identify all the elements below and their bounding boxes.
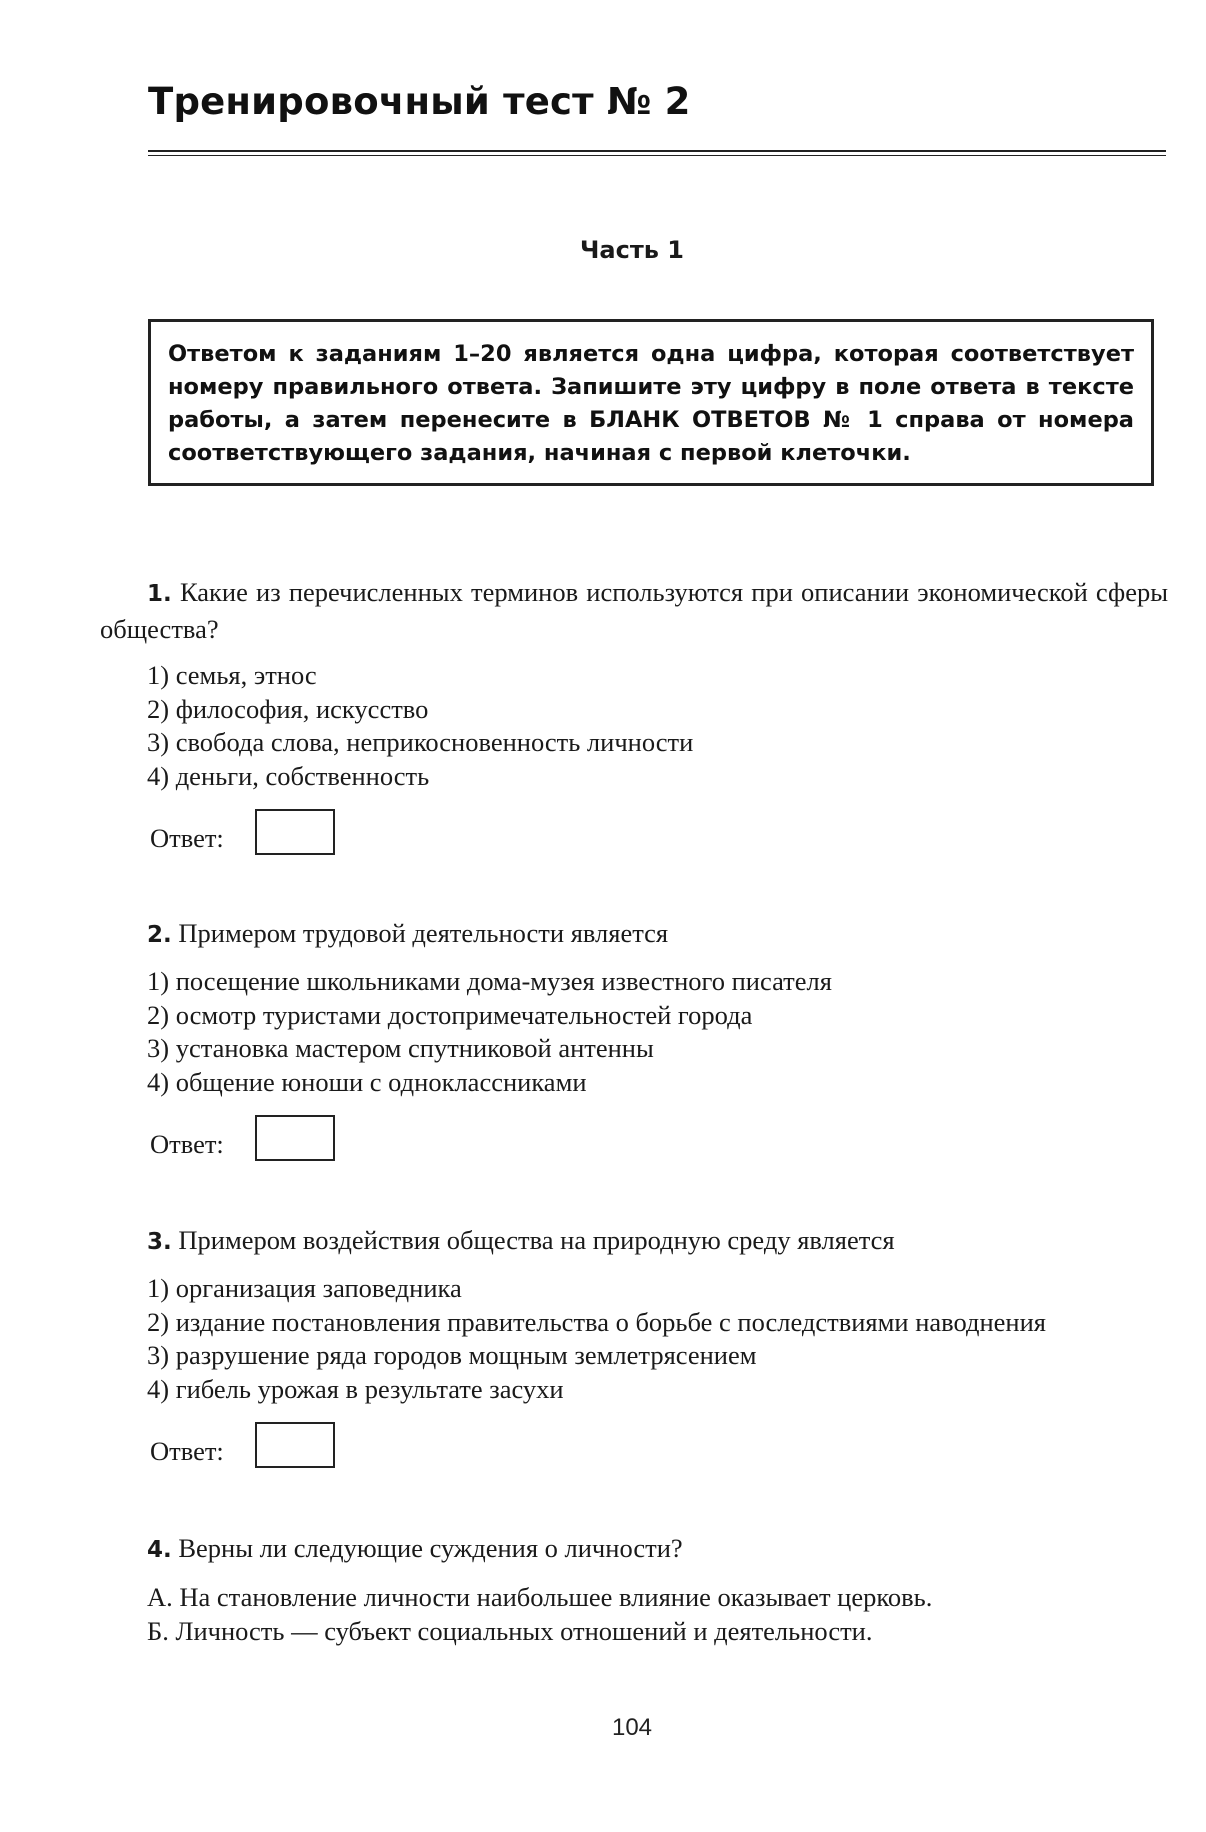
option: 3) свобода слова, неприкосновенность личности (147, 727, 694, 757)
instructions-box: Ответом к заданиям 1–20 является одна цифра, которая соответствует номеру правильного ответа. Запишите эту цифру в поле ответа в тексте работы, а затем перенесите в БЛАНК ОТВЕТОВ № 1 справа от номера соответствующего задания, начиная с первой клеточки. (148, 319, 1154, 486)
page-title: Тренировочный тест № 2 (148, 80, 691, 123)
answer-box[interactable] (255, 809, 335, 855)
question-3 (100, 1223, 1168, 1472)
option: 4) гибель урожая в результате засухи (147, 1373, 564, 1404)
answer-box[interactable] (255, 1115, 335, 1161)
question-4 (100, 1531, 1168, 1648)
question-3-number: 3. (147, 1229, 172, 1255)
question-1-options (100, 659, 1168, 793)
option: 2) осмотр туристами достопримечательностей города (147, 999, 753, 1030)
question-1-number: 1. (147, 581, 172, 607)
answer-label: Ответ: (150, 1129, 224, 1159)
question-3-text (100, 1223, 1168, 1260)
question-1-text (100, 575, 1168, 647)
question-3-answer (100, 1422, 1168, 1472)
option: 2) философия, искусство (147, 693, 429, 724)
part-heading: Часть 1 (580, 236, 684, 264)
option: 1) организация заповедника (147, 1273, 462, 1303)
question-4-text (100, 1531, 1168, 1568)
option: 1) семья, этнос (147, 660, 317, 690)
question-4-number: 4. (147, 1537, 172, 1563)
question-2-answer (100, 1115, 1168, 1165)
title-rule-bottom (148, 155, 1166, 156)
answer-label: Ответ: (150, 823, 224, 853)
question-3-options (100, 1272, 1168, 1406)
statement: А. На становление личности наибольшее влияние оказывает церковь. (147, 1582, 933, 1612)
option: 3) установка мастером спутниковой антенны (147, 1033, 654, 1063)
option: 2) издание постановления правительства о борьбе с последствиями наводнения (147, 1306, 1046, 1337)
option: 3) разрушение ряда городов мощным землетрясением (147, 1340, 757, 1370)
question-2 (100, 916, 1168, 1165)
question-1-answer (100, 809, 1168, 859)
question-2-number: 2. (147, 922, 172, 948)
answer-label: Ответ: (150, 1436, 224, 1466)
question-4-statements (100, 1580, 1168, 1648)
answer-box[interactable] (255, 1422, 335, 1468)
title-rule-top (148, 150, 1166, 152)
question-1 (100, 575, 1168, 859)
question-2-options (100, 965, 1168, 1099)
option: 1) посещение школьниками дома-музея известного писателя (147, 966, 832, 996)
question-4-body: Верны ли следующие суждения о личности? (178, 1533, 683, 1563)
question-2-body: Примером трудовой деятельности является (178, 918, 669, 948)
question-1-body: Какие из перечисленных терминов используются при описании экономической сферы общества? (100, 577, 1169, 644)
page-number: 104 (611, 1714, 653, 1741)
statement: Б. Личность — субъект социальных отношений и деятельности. (147, 1616, 873, 1646)
option: 4) общение юноши с одноклассниками (147, 1066, 587, 1097)
question-3-body: Примером воздействия общества на природную среду является (178, 1225, 895, 1255)
option: 4) деньги, собственность (147, 760, 430, 791)
question-2-text (100, 916, 1168, 953)
